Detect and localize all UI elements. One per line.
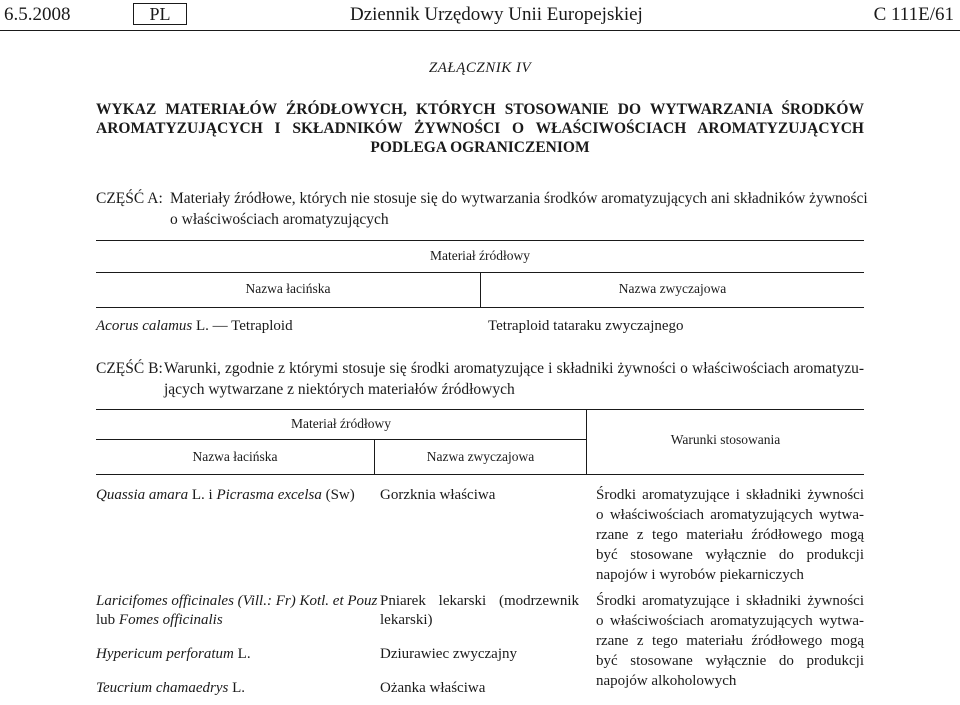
language-badge: PL: [133, 3, 187, 25]
part-a-row-latin-species: Acorus calamus: [96, 318, 193, 334]
row4-latin-authority: L.: [228, 680, 246, 696]
annex-heading-line-1: WYKAZ MATERIAŁÓW ŹRÓDŁOWYCH, KTÓRYCH STOSOWANIE DO WYTWARZANIA ŚRODKÓW: [96, 101, 864, 118]
part-b-row1-common: Gorzknia właściwa: [380, 487, 496, 503]
row1-latin-connector: L. i: [188, 487, 217, 503]
part-b-group-rule: [96, 439, 586, 440]
part-b-row1-conditions-line-1: Środki aromatyzujące i składniki żywności: [596, 487, 864, 503]
part-a-header-bottom-rule: [96, 307, 864, 308]
part-a-label: CZĘŚĆ A:: [96, 190, 163, 207]
header-date: 6.5.2008: [4, 4, 71, 25]
part-b-row2-common-line-1: Pniarek lekarski (modrzewnik: [380, 593, 579, 609]
row1-latin-species-1: Quassia amara: [96, 487, 189, 503]
part-b-row2-conditions-line-5: napojów alkoholowych: [596, 673, 737, 689]
part-b-row2-conditions-line-1: Środki aromatyzujące i składniki żywności: [596, 593, 864, 609]
part-b-header-bottom-rule: [96, 474, 864, 475]
part-a-row-common: Tetraploid tataraku zwyczajnego: [488, 318, 684, 334]
part-b-col-latin: Nazwa łacińska: [192, 449, 278, 464]
row1-latin-authority: (Sw): [321, 487, 355, 503]
part-b-text-line-2: jących wytwarzane z niektórych materiałów źródłowych: [164, 381, 515, 398]
part-a-group-header: Materiał źródłowy: [429, 248, 531, 263]
annex-heading-line-2: AROMATYZUJĄCYCH I SKŁADNIKÓW ŻYWNOŚCI O WŁAŚCIWOŚCIACH AROMATYZUJĄCYCH: [96, 120, 864, 137]
part-b-row4-latin: [96, 678, 245, 698]
row2-latin-connector: lub: [96, 612, 119, 628]
part-b-row4-common: Ożanka właściwa: [380, 680, 486, 696]
part-a-col-latin: Nazwa łacińska: [245, 281, 331, 296]
journal-reference: C 111E/61: [873, 4, 954, 25]
part-b-col-conditions: Warunki stosowania: [670, 432, 781, 447]
part-b-row3-common: Dziurawiec zwyczajny: [380, 646, 518, 662]
part-b-group-header: Materiał źródłowy: [290, 416, 392, 431]
part-b-row2-conditions-line-3: rzane z tego materiału źródłowego mogą: [596, 633, 864, 649]
header-rule: [0, 30, 960, 31]
part-b-col-common: Nazwa zwyczajowa: [426, 449, 535, 464]
part-b-table-top-rule: [96, 409, 864, 410]
part-b-row2-latin-line-1: Laricifomes officinales (Vill.: Fr) Kotl. et Pouz: [96, 593, 378, 609]
part-b-row1-conditions-line-2: o właściwościach aromatyzujących wytwa-: [596, 507, 864, 523]
part-a-row-latin: [96, 316, 293, 336]
part-b-row2-conditions-line-4: być stosowane wyłącznie do produkcji: [596, 653, 864, 669]
part-b-row2-conditions-line-2: o właściwościach aromatyzujących wytwa-: [596, 613, 864, 629]
part-a-row-latin-authority: L. — Tetraploid: [192, 318, 293, 334]
row3-latin-species: Hypericum perforatum: [96, 646, 234, 662]
row3-latin-authority: L.: [233, 646, 251, 662]
part-b-row3-latin: [96, 644, 251, 664]
row2-latin-species-2: Fomes officinalis: [118, 612, 223, 628]
journal-title: Dziennik Urzędowy Unii Europejskiej: [350, 4, 643, 25]
annex-title: ZAŁĄCZNIK IV: [428, 60, 532, 76]
part-b-row2-common-line-2: lekarski): [380, 612, 433, 628]
part-b-row1-latin: [96, 485, 355, 505]
part-b-text-line-1: Warunki, zgodnie z którymi stosuje się środki aromatyzujące i składniki żywności o właściwościach aromatyzu-: [164, 360, 864, 377]
row4-latin-species: Teucrium chamaedrys: [96, 680, 229, 696]
part-b-row1-conditions-line-5: napojów i wyrobów piekarniczych: [596, 567, 804, 583]
part-b-row2-latin-line-2: [96, 610, 223, 630]
row1-latin-species-2: Picrasma excelsa: [216, 487, 322, 503]
part-a-col-common: Nazwa zwyczajowa: [618, 281, 727, 296]
annex-heading-line-3: PODLEGA OGRANICZENIOM: [370, 139, 590, 156]
part-a-text-line-2: o właściwościach aromatyzujących: [170, 211, 389, 228]
part-a-table-top-rule: [96, 240, 864, 241]
part-b-row1-conditions-line-4: być stosowane wyłącznie do produkcji: [596, 547, 864, 563]
part-a-text-line-1: Materiały źródłowe, których nie stosuje się do wytwarzania środków aromatyzujących ani składników żywności: [170, 190, 868, 207]
part-b-row1-conditions-line-3: rzane z tego materiału źródłowego mogą: [596, 527, 864, 543]
part-b-label: CZĘŚĆ B:: [96, 360, 163, 377]
